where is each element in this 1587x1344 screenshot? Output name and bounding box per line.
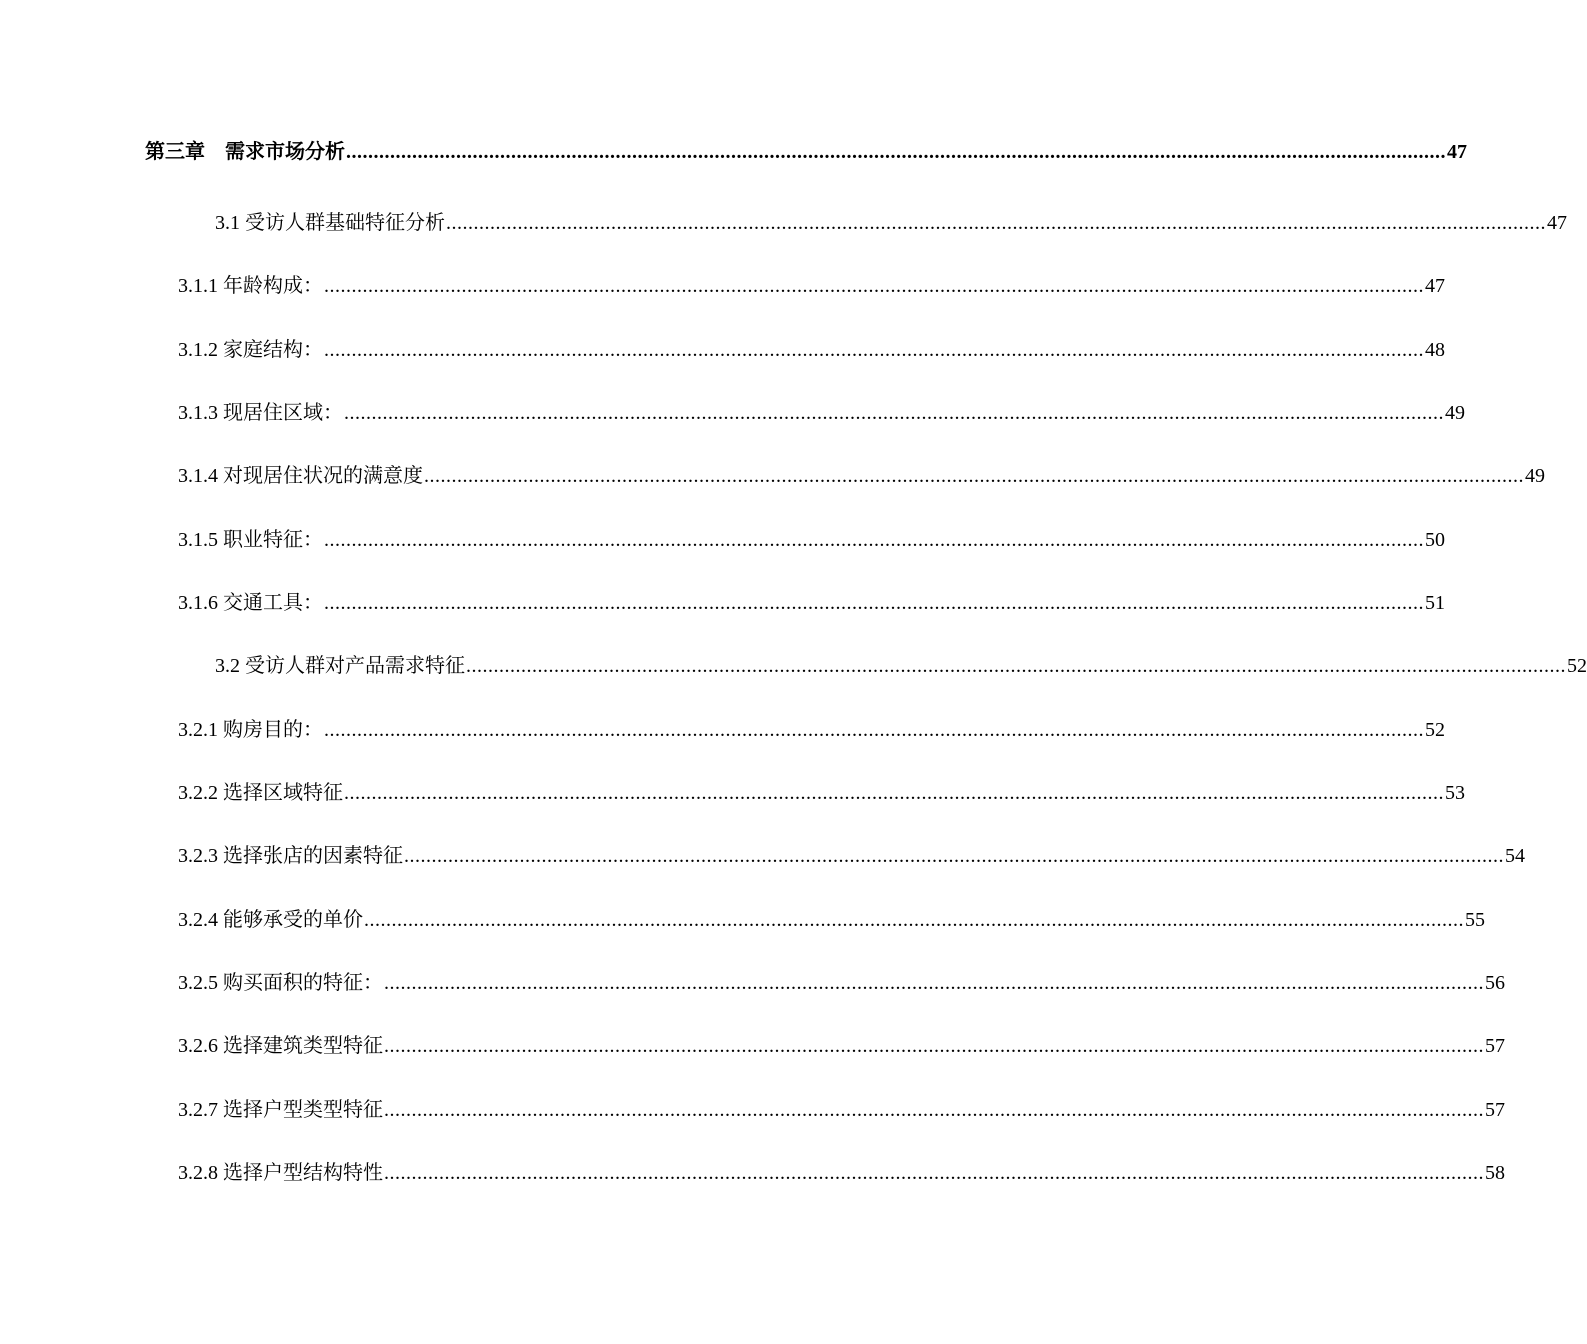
toc-entry-page: 57 [1485,1099,1505,1121]
toc-entry-page: 47 [1447,141,1467,163]
toc-entry-3-2-8[interactable] [178,1160,1505,1186]
toc-entry-3-2-4[interactable] [178,907,1485,933]
toc-entry-page: 47 [1547,212,1567,234]
dot-leader: ........................................................................................................................................................................................................ [384,1035,1484,1057]
toc-entry-page: 57 [1485,1035,1505,1057]
toc-entry-page: 49 [1525,465,1545,487]
toc-entry-title: 3.1.5 职业特征： [178,529,323,551]
toc-entry-page: 54 [1505,845,1525,867]
toc-entry-3-1-2[interactable] [178,337,1445,363]
toc-entry-title: 3.1 受访人群基础特征分析 [215,212,445,234]
toc-entry-page: 51 [1425,592,1445,614]
toc-entry-title: 第三章 需求市场分析 [145,141,345,163]
toc-entry-3-2[interactable] [215,653,1587,679]
toc-entry-title: 3.1.6 交通工具： [178,592,323,614]
toc-entry-page: 49 [1445,402,1465,424]
toc-entry-page: 53 [1445,782,1465,804]
toc-entry-title: 3.1.3 现居住区域： [178,402,343,424]
toc-entry-3-1-5[interactable] [178,527,1445,553]
toc-entry-title: 3.2.1 购房目的： [178,719,323,741]
toc-entry-3-2-2[interactable] [178,780,1465,806]
toc-entry-page: 55 [1465,909,1485,931]
toc-entry-page: 50 [1425,529,1445,551]
toc-entry-title: 3.2.5 购买面积的特征： [178,972,383,994]
toc-entry-3-1[interactable] [215,210,1567,236]
dot-leader: ........................................................................................................................................................................................................ [324,275,1424,297]
dot-leader: ........................................................................................................................................................................................................ [324,719,1424,741]
toc-entry-title: 3.1.4 对现居住状况的满意度 [178,465,423,487]
dot-leader: ........................................................................................................................................................................................................ [384,1099,1484,1121]
toc-entry-page: 48 [1425,339,1445,361]
toc-entry-title: 3.2.8 选择户型结构特性 [178,1162,383,1184]
toc-entry-3-1-1[interactable] [178,273,1445,299]
dot-leader: ........................................................................................................................................................................................................ [324,529,1424,551]
toc-entry-title: 3.2.6 选择建筑类型特征 [178,1035,383,1057]
toc-entry-page: 47 [1425,275,1445,297]
dot-leader: ........................................................................................................................................................................................................ [324,592,1424,614]
dot-leader: ........................................................................................................................................................................................................ [424,465,1524,487]
dot-leader: ........................................................................................................................................................................................................ [384,1162,1484,1184]
dot-leader: ........................................................................................................................................................................................................ [446,212,1546,234]
toc-entry-title: 3.2.4 能够承受的单价 [178,909,363,931]
dot-leader: ........................................................................................................................................................................................................ [344,402,1444,424]
toc-entry-page: 58 [1485,1162,1505,1184]
dot-leader: ........................................................................................................................................................................................................ [404,845,1504,867]
dot-leader: ........................................................................................................................................................................................................ [466,655,1566,677]
toc-entry-3-1-3[interactable] [178,400,1465,426]
dot-leader: ........................................................................................................................................................................................................ [364,909,1464,931]
dot-leader: ........................................................................................................................................................................................................ [346,141,1446,163]
toc-entry-title: 3.2.3 选择张店的因素特征 [178,845,403,867]
toc-entry-page: 52 [1425,719,1445,741]
toc-entry-3-2-7[interactable] [178,1097,1505,1123]
toc-entry-3-2-5[interactable] [178,970,1505,996]
toc-entry-title: 3.1.1 年龄构成： [178,275,323,297]
dot-leader: ........................................................................................................................................................................................................ [384,972,1484,994]
toc-entry-title: 3.2.7 选择户型类型特征 [178,1099,383,1121]
toc-entry-3-1-4[interactable] [178,463,1545,489]
toc-entry-title: 3.1.2 家庭结构： [178,339,323,361]
dot-leader: ........................................................................................................................................................................................................ [344,782,1444,804]
toc-entry-3-2-6[interactable] [178,1033,1505,1059]
toc-entry-chapter-3[interactable] [145,139,1467,165]
dot-leader: ........................................................................................................................................................................................................ [324,339,1424,361]
toc-entry-page: 56 [1485,972,1505,994]
toc-entry-3-1-6[interactable] [178,590,1445,616]
toc-entry-3-2-3[interactable] [178,843,1525,869]
toc-entry-3-2-1[interactable] [178,717,1445,743]
toc-entry-title: 3.2 受访人群对产品需求特征 [215,655,465,677]
toc-entry-page: 52 [1567,655,1587,677]
toc-entry-title: 3.2.2 选择区域特征 [178,782,343,804]
